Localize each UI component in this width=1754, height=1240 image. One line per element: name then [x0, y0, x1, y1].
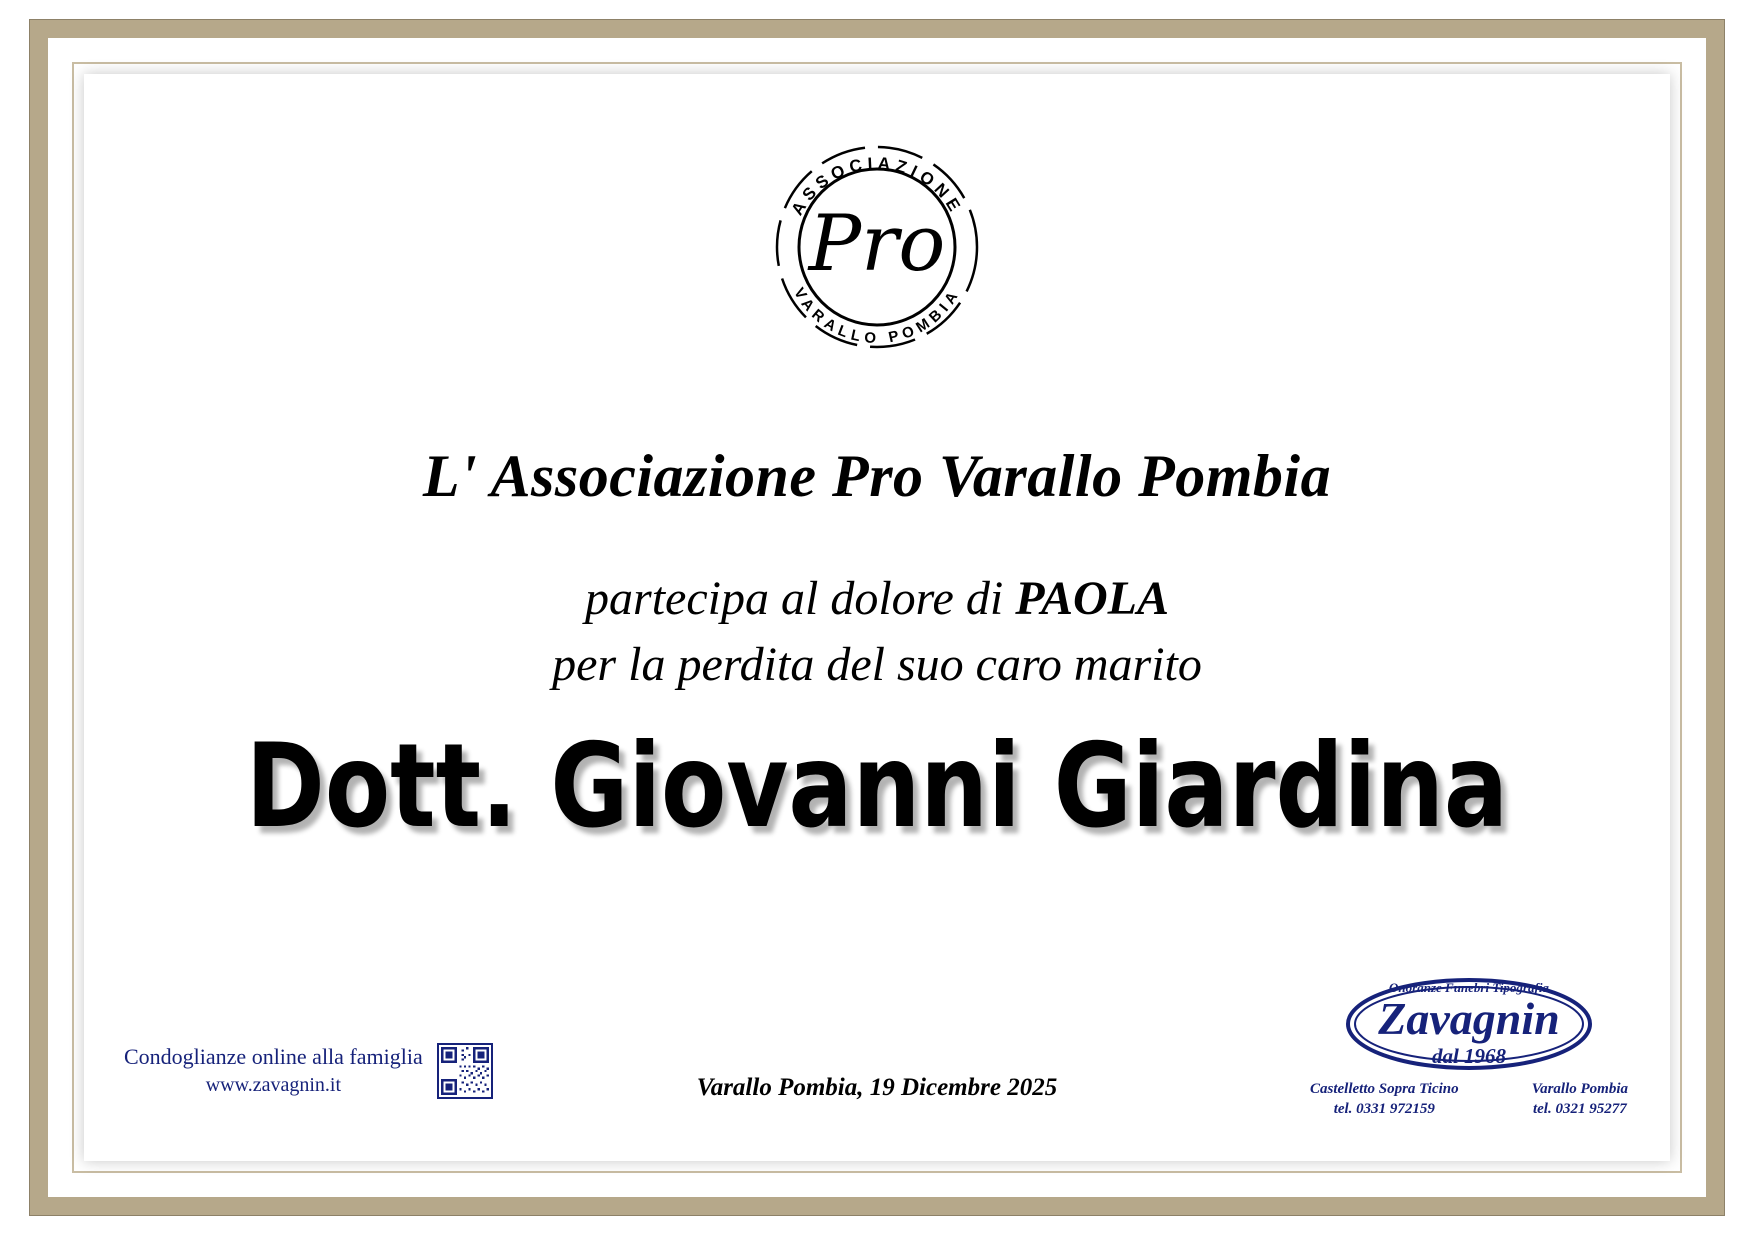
qr-code[interactable] [437, 1043, 493, 1099]
place-and-date: Varallo Pombia, 19 Dicembre 2025 [696, 1074, 1058, 1101]
condolences-label: Condoglianze online alla famiglia [124, 1044, 423, 1070]
poster-paper [84, 74, 1670, 1161]
memorial-poster [30, 20, 1724, 1215]
participation-suffix: per la perdita del suo caro marito [552, 638, 1202, 692]
funeral-home-name: Zavagnin [1378, 993, 1560, 1044]
participation-name: PAOLA [1015, 572, 1169, 625]
pro-loco-logo [752, 122, 1002, 372]
condolences-block [124, 1042, 493, 1099]
svg-text:VARALLO POMBIA: VARALLO POMBIA [790, 284, 964, 348]
condolences-site[interactable]: www.zavagnin.it [205, 1074, 342, 1096]
association-line: L' Associazione Pro Varallo Pombia [422, 443, 1332, 509]
office-phone: tel. 0331 972159 [1333, 1100, 1435, 1117]
participation-text [84, 566, 1670, 698]
funeral-home-logo [1344, 976, 1594, 1072]
funeral-home-block [1304, 976, 1634, 1119]
deceased-name: Dott. Giovanni Giardina [245, 719, 1509, 854]
office-castelletto [1310, 1080, 1459, 1119]
office-varallo [1532, 1080, 1628, 1119]
participation-prefix: partecipa al dolore di [585, 572, 1016, 625]
funeral-home-since: dal 1968 [1431, 1044, 1507, 1068]
funeral-home-offices [1304, 1080, 1634, 1119]
office-city: Castelletto Sopra Ticino [1310, 1081, 1459, 1097]
office-phone: tel. 0321 95277 [1532, 1100, 1627, 1117]
office-city: Varallo Pombia [1531, 1081, 1628, 1097]
svg-text:Pro: Pro [808, 199, 946, 289]
svg-text:ASSOCIAZIONE: ASSOCIAZIONE [787, 153, 967, 219]
condolences-text [124, 1042, 423, 1099]
funeral-home-tagline: Onoranze Funebri Tipografia [1389, 980, 1549, 995]
